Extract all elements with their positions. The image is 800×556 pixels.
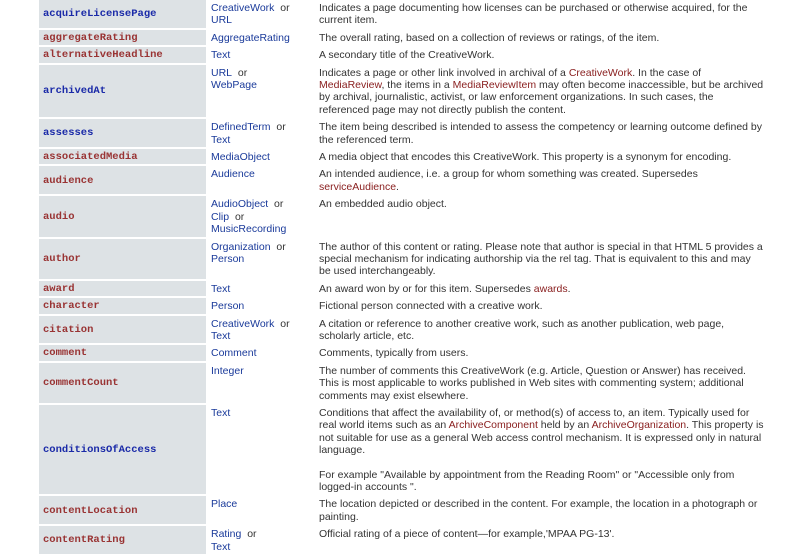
property-name: comment: [39, 345, 206, 360]
property-name[interactable]: acquireLicensePage: [39, 0, 206, 28]
property-name: author: [39, 239, 206, 279]
description-text: The item being described is intended to assess the competency or learning outcome defined by the referenced term.: [319, 121, 763, 146]
property-description: [315, 298, 769, 313]
expected-types: [206, 316, 315, 344]
property-description: [315, 526, 769, 554]
property-description: [315, 363, 769, 403]
description-paragraph: [319, 2, 765, 27]
description-text: An award won by or for this item. Supersedes: [319, 282, 534, 295]
property-description: [315, 239, 769, 279]
or-separator: or: [280, 317, 290, 330]
type-link[interactable]: Audience: [211, 168, 255, 181]
properties-table-body: [39, 0, 769, 554]
or-separator: or: [276, 121, 286, 134]
type-link[interactable]: Text: [211, 406, 231, 419]
left-margin: [0, 0, 36, 530]
property-name: contentRating: [39, 526, 206, 554]
property-row: [39, 405, 769, 494]
description-text: For example "Available by appointment from the Reading Room" or "Accessible only from logged-in accounts ".: [319, 468, 735, 493]
or-separator: or: [247, 528, 257, 541]
description-link[interactable]: ArchiveOrganization: [591, 419, 687, 432]
type-link[interactable]: Organization: [211, 240, 271, 253]
type-link[interactable]: Text: [211, 49, 231, 62]
property-row: [39, 149, 769, 164]
description-paragraph: [319, 49, 765, 61]
type-link[interactable]: CreativeWork: [211, 317, 275, 330]
property-row: [39, 119, 769, 147]
expected-types: [206, 166, 315, 194]
type-link[interactable]: Clip: [211, 210, 230, 223]
expected-types: [206, 526, 315, 554]
property-description: [315, 316, 769, 344]
or-separator: or: [237, 66, 248, 79]
property-row: [39, 166, 769, 194]
description-text: may often become inaccessible, but be archived by archival, journalistic, activist, or law enforcement organizations. In such cases, the referenced page may not directly publish the content.: [319, 79, 764, 116]
property-description: [315, 196, 769, 236]
description-text: The number of comments this CreativeWork (e.g. Article, Question or Answer) has received. This is most applicable to works published in Web sites with commenting system; additional comments may exist elsewhere.: [319, 364, 746, 402]
right-margin: [764, 0, 800, 530]
type-link[interactable]: DefinedTerm: [211, 121, 271, 134]
description-text: held by an: [537, 419, 592, 432]
property-description: [315, 281, 769, 296]
description-text: The location depicted or described in the content. For example, the location in a photograph or painting.: [319, 498, 758, 523]
description-link[interactable]: MediaReviewItem: [452, 79, 537, 92]
property-name: audience: [39, 166, 206, 194]
type-link[interactable]: AggregateRating: [211, 31, 290, 44]
description-text: , the items in a: [381, 79, 453, 92]
expected-types: [206, 281, 315, 296]
expected-types: [206, 298, 315, 313]
type-link[interactable]: Person: [211, 252, 245, 265]
description-text: . In the case of: [632, 66, 702, 79]
property-description: [315, 47, 769, 62]
expected-types: [206, 363, 315, 403]
property-row: [39, 65, 769, 118]
type-link[interactable]: WebPage: [211, 79, 257, 92]
description-paragraph: [319, 283, 765, 295]
property-description: [315, 65, 769, 118]
description-text: The overall rating, based on a collection of reviews or ratings, of the item.: [319, 31, 660, 44]
or-separator: or: [274, 198, 284, 211]
type-link[interactable]: Text: [211, 133, 231, 146]
expected-types: [206, 405, 315, 494]
description-text: Fictional person connected with a creative work.: [319, 300, 543, 313]
expected-types: [206, 119, 315, 147]
description-text: A media object that encodes this CreativeWork. This property is a synonym for encoding.: [319, 151, 732, 164]
description-link[interactable]: MediaReview: [319, 79, 382, 92]
expected-types: [206, 0, 315, 28]
description-text: Comments, typically from users.: [319, 347, 469, 360]
type-link[interactable]: Text: [211, 282, 231, 295]
type-link[interactable]: MediaObject: [211, 151, 270, 164]
type-link[interactable]: Integer: [211, 364, 244, 377]
type-link[interactable]: URL: [211, 66, 233, 79]
property-description: [315, 496, 769, 524]
description-link[interactable]: serviceAudience: [319, 180, 397, 193]
property-description: [315, 345, 769, 360]
property-row: [39, 30, 769, 45]
or-separator: or: [276, 240, 286, 253]
expected-types: [206, 30, 315, 45]
description-paragraph: [319, 347, 765, 359]
description-text: The author of this content or rating. Please note that author is special in that HTML 5 provides a special mechanism for indicating authorship via the rel tag. That is equivalent to this and may be used interchangeably.: [319, 240, 763, 278]
type-link[interactable]: Text: [211, 540, 231, 553]
description-text: A citation or reference to another creative work, such as another publication, web page, scholarly article, etc.: [319, 317, 725, 342]
expected-types: [206, 345, 315, 360]
property-row: [39, 0, 769, 28]
property-name: associatedMedia: [39, 149, 206, 164]
property-description: [315, 405, 769, 494]
expected-types: [206, 149, 315, 164]
description-text: .: [567, 282, 571, 295]
property-name[interactable]: archivedAt: [39, 65, 206, 118]
type-link[interactable]: Person: [211, 300, 245, 313]
type-link[interactable]: Place: [211, 498, 238, 511]
property-row: [39, 47, 769, 62]
description-paragraph: [319, 121, 765, 146]
type-link[interactable]: CreativeWork: [211, 2, 275, 14]
description-paragraph: [319, 300, 765, 312]
or-separator: or: [280, 2, 290, 14]
property-row: [39, 196, 769, 236]
property-row: [39, 345, 769, 360]
description-paragraph: [319, 168, 765, 193]
property-row: [39, 281, 769, 296]
description-text: . This property is not suitable for use as a general Web access control mechanism. It is expressed only in natural language.: [319, 419, 764, 457]
property-row: [39, 316, 769, 344]
property-row: [39, 239, 769, 279]
property-name: award: [39, 281, 206, 296]
property-row: [39, 363, 769, 403]
description-text: Indicates a page or other link involved in archival of a: [319, 66, 569, 79]
description-text: Conditions that affect the availability of, or method(s) of access to, an item. Typically used for real world items such as an: [319, 406, 750, 432]
description-text: A secondary title of the CreativeWork.: [319, 49, 495, 62]
description-text: Indicates a page documenting how licenses can be purchased or otherwise acquired, for the current item.: [319, 2, 748, 27]
property-name: commentCount: [39, 363, 206, 403]
type-link[interactable]: URL: [211, 14, 233, 27]
description-text: .: [396, 180, 399, 193]
description-paragraph: [319, 318, 765, 343]
expected-types: [206, 65, 315, 118]
expected-types: [206, 47, 315, 62]
property-name: citation: [39, 316, 206, 344]
property-name[interactable]: assesses: [39, 119, 206, 147]
or-separator: or: [234, 210, 245, 223]
property-description: [315, 30, 769, 45]
description-paragraph: [319, 469, 765, 494]
description-link[interactable]: ArchiveComponent: [448, 419, 538, 432]
description-paragraph: [319, 151, 765, 163]
expected-types: [206, 496, 315, 524]
property-name: audio: [39, 196, 206, 236]
type-link[interactable]: Rating: [211, 528, 242, 541]
description-text: An embedded audio object.: [319, 198, 447, 211]
property-row: [39, 526, 769, 554]
description-paragraph: [319, 498, 765, 523]
description-paragraph: [319, 241, 765, 278]
property-description: [315, 119, 769, 147]
description-paragraph: [319, 407, 765, 457]
description-paragraph: [319, 67, 765, 117]
description-paragraph: [319, 365, 765, 402]
type-link[interactable]: MusicRecording: [211, 223, 287, 236]
description-paragraph: [319, 198, 765, 210]
description-text: Official rating of a piece of content—for example,'MPAA PG-13'.: [319, 528, 615, 541]
property-name: alternativeHeadline: [39, 47, 206, 62]
description-paragraph: [319, 32, 765, 44]
description-text: An intended audience, i.e. a group for whom something was created. Supersedes: [319, 168, 698, 181]
property-row: [39, 496, 769, 524]
expected-types: [206, 196, 315, 236]
property-name[interactable]: conditionsOfAccess: [39, 405, 206, 494]
properties-table: [39, 0, 769, 556]
expected-types: [206, 239, 315, 279]
description-link[interactable]: awards: [533, 282, 568, 295]
property-row: [39, 298, 769, 313]
type-link[interactable]: Comment: [211, 347, 257, 360]
description-link[interactable]: CreativeWork: [568, 66, 633, 79]
property-name: aggregateRating: [39, 30, 206, 45]
property-description: [315, 149, 769, 164]
description-paragraph: [319, 528, 765, 540]
property-name: character: [39, 298, 206, 313]
property-description: [315, 166, 769, 194]
type-link[interactable]: Text: [211, 329, 231, 342]
property-description: [315, 0, 769, 28]
property-name: contentLocation: [39, 496, 206, 524]
type-link[interactable]: AudioObject: [211, 198, 269, 211]
